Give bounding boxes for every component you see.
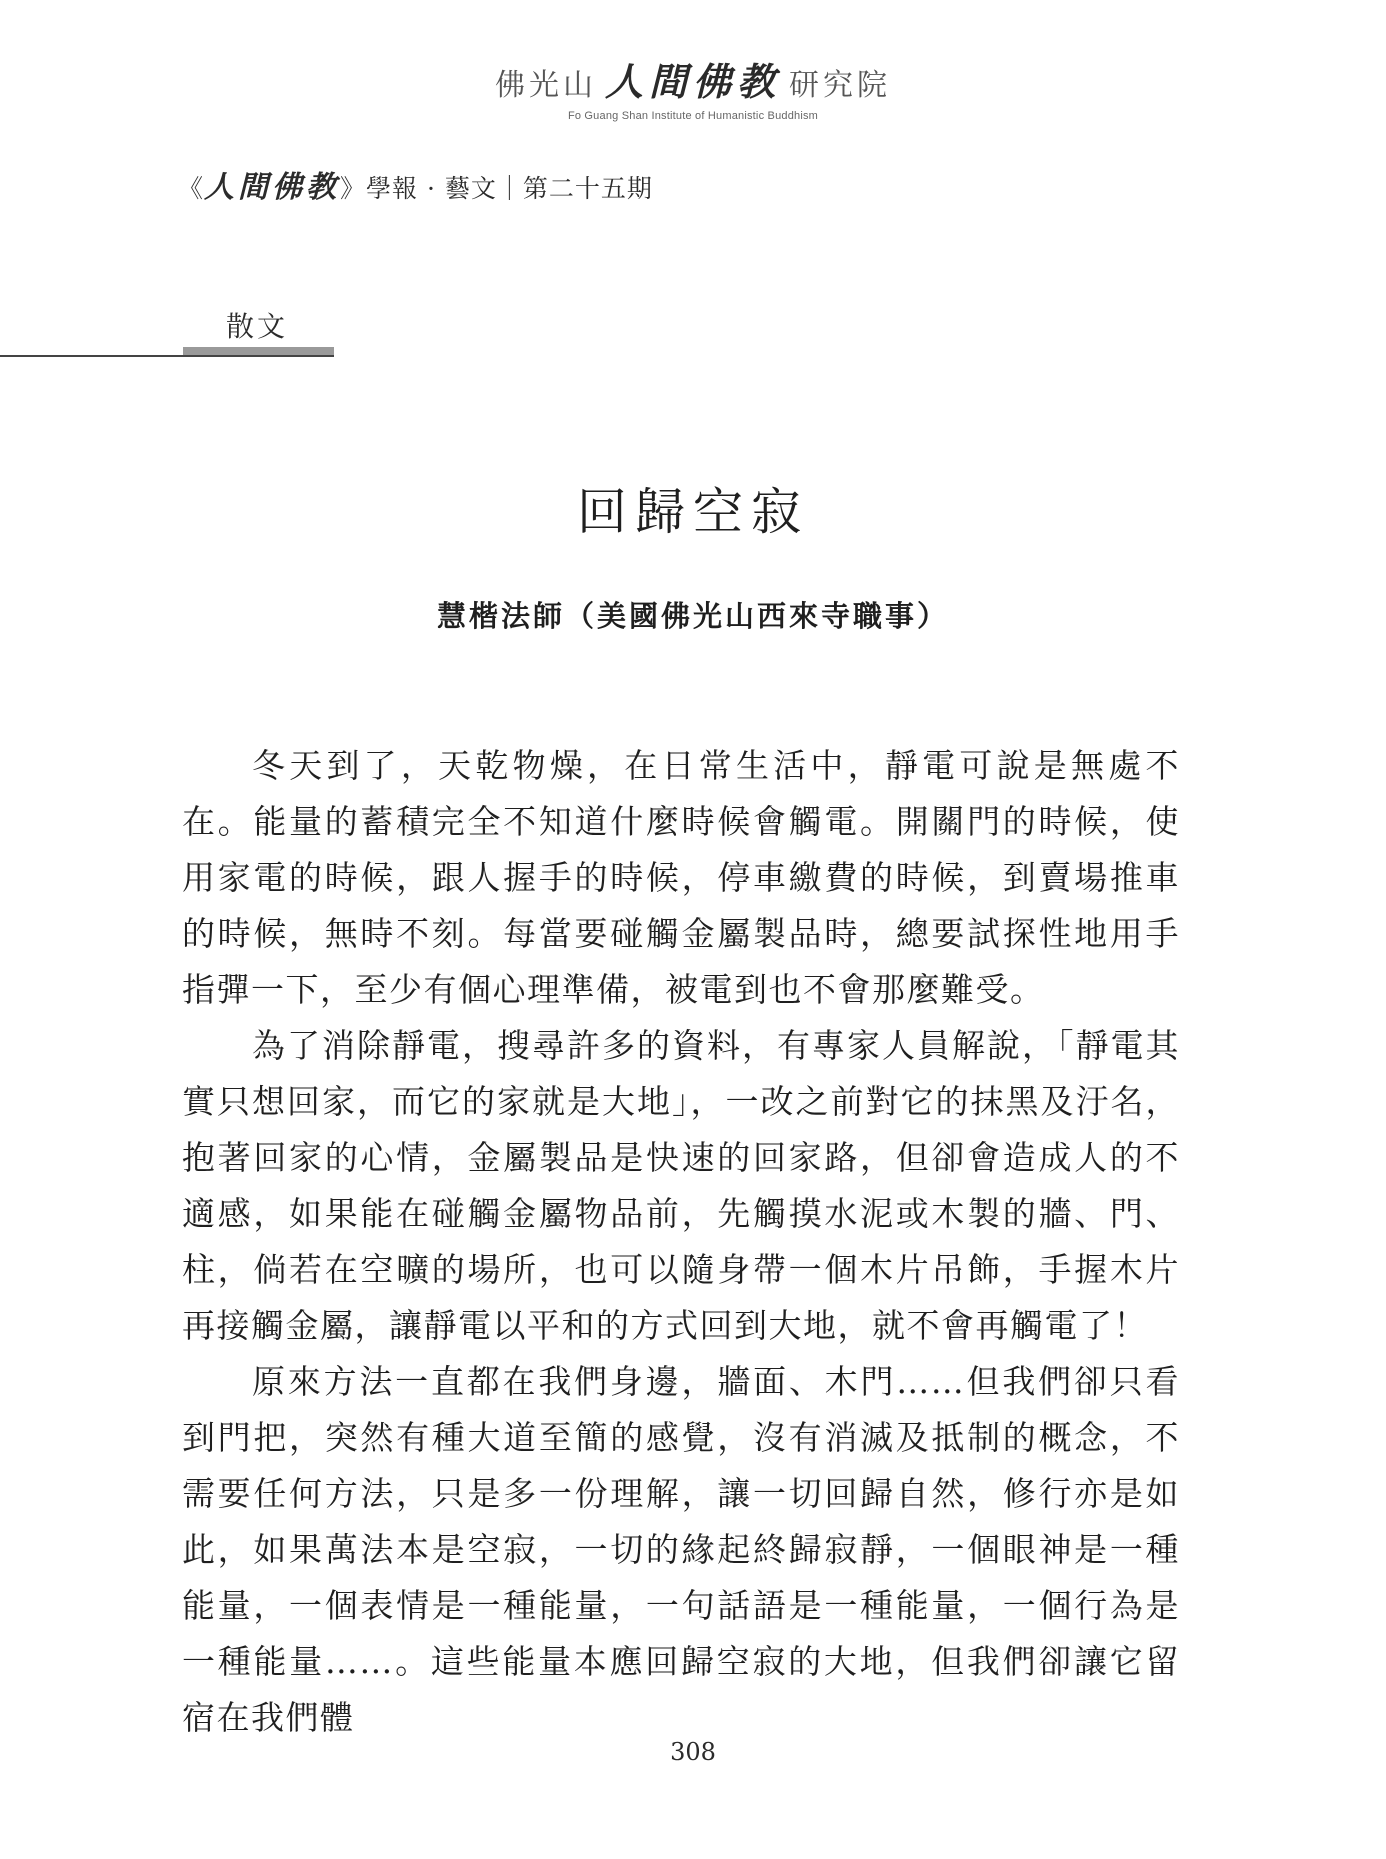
journal-issue-info: 》學報 · 藝文｜第二十五期 <box>340 174 653 203</box>
page-number: 308 <box>670 1738 716 1766</box>
article-author: 慧楷法師（美國佛光山西來寺職事） <box>436 599 949 633</box>
paragraph: 為了消除靜電，搜尋許多的資料，有專家人員解說，「靜電其實只想回家，而它的家就是大地」，一改之前對它的抹黑及汙名，抱著回家的心情，金屬製品是快速的回家路，但卻會造成人的不適感，如果能在碰觸金屬物品前，先觸摸水泥或木製的牆、門、柱，倘若在空曠的場所，也可以隨身帶一個木片吊飾，手握木片再接觸金屬，讓靜電以平和的方式回到大地，就不會再觸電了！ <box>182 1026 1180 1345</box>
institute-name-right: 研究院 <box>789 68 891 103</box>
paragraph: 原來方法一直都在我們身邊，牆面、木門……但我們卻只看到門把，突然有種大道至簡的感覺，沒有消滅及抵制的概念，不需要任何方法，只是多一份理解，讓一切回歸自然，修行亦是如此，如果萬法本是空寂，一切的緣起終歸寂靜，一個眼神是一種能量，一個表情是一種能量，一句話語是一種能量，一個行為是一種能量……。這些能量本應回歸空寂的大地，但我們卻讓它留宿在我們體 <box>182 1362 1180 1737</box>
article-body <box>182 738 1180 1746</box>
institute-name <box>0 59 1386 106</box>
journal-open-bracket: 《 <box>178 174 205 203</box>
section-label: 散文 <box>226 310 289 343</box>
institute-header <box>0 59 1386 122</box>
paragraph: 冬天到了，天乾物燥，在日常生活中，靜電可說是無處不在。能量的蓄積完全不知道什麼時候會觸電。開關門的時候，使用家電的時候，跟人握手的時候，停車繳費的時候，到賣場推車的時候，無時不刻。每當要碰觸金屬製品時，總要試探性地用手指彈一下，至少有個心理準備，被電到也不會那麼難受。 <box>182 746 1180 1009</box>
journal-running-head <box>178 162 653 206</box>
institute-english-name: Fo Guang Shan Institute of Humanistic Buddhism <box>567 110 819 122</box>
institute-name-left: 佛光山 <box>494 68 597 103</box>
journal-brand: 人間佛教 <box>204 170 341 205</box>
article-title: 回歸空寂 <box>577 483 809 541</box>
section-rule <box>0 355 334 357</box>
institute-logo-text: 人間佛教 <box>604 59 781 104</box>
section-rule-accent <box>183 347 334 355</box>
